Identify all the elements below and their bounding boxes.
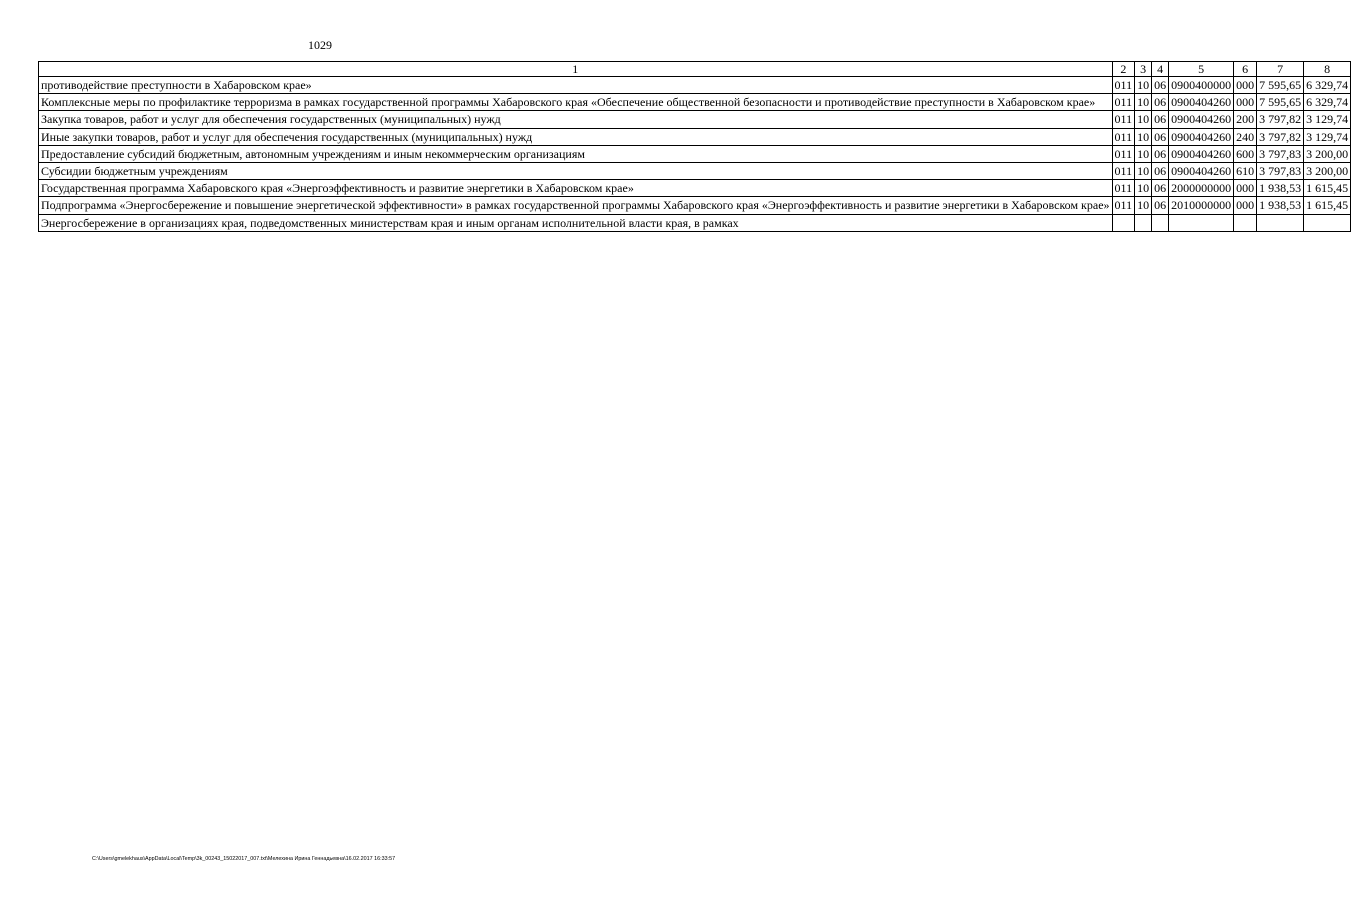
- cell-code-ministry: 011: [1112, 163, 1135, 180]
- table-row: [39, 214, 1351, 231]
- row-description: Энергосбережение в организациях края, подведомственных министерствам края и иным органам исполнительной власти края, в рамках: [39, 214, 1113, 231]
- header-cell: 5: [1169, 62, 1234, 77]
- cell-amount-col7: 7 595,65: [1257, 94, 1304, 111]
- row-description: Субсидии бюджетным учреждениям: [39, 163, 1113, 180]
- cell-expense-type: [1234, 214, 1257, 231]
- cell-amount-col7: 3 797,83: [1257, 145, 1304, 162]
- header-cell: 6: [1234, 62, 1257, 77]
- cell-expense-type: 200: [1234, 111, 1257, 128]
- cell-amount-col8: 1 615,45: [1304, 197, 1351, 214]
- cell-amount-col7: 7 595,65: [1257, 77, 1304, 94]
- cell-target-article: [1169, 214, 1234, 231]
- cell-code-ministry: 011: [1112, 94, 1135, 111]
- header-cell: 8: [1304, 62, 1351, 77]
- cell-amount-col7: [1257, 214, 1304, 231]
- header-cell: 7: [1257, 62, 1304, 77]
- row-description: Иные закупки товаров, работ и услуг для обеспечения государственных (муниципальных) нужд: [39, 128, 1113, 145]
- cell-code-section: 10: [1135, 128, 1152, 145]
- cell-amount-col8: [1304, 214, 1351, 231]
- cell-amount-col8: 3 200,00: [1304, 163, 1351, 180]
- cell-expense-type: 000: [1234, 180, 1257, 197]
- table-row: [39, 197, 1351, 214]
- row-description: Закупка товаров, работ и услуг для обеспечения государственных (муниципальных) нужд: [39, 111, 1113, 128]
- cell-amount-col7: 3 797,82: [1257, 128, 1304, 145]
- cell-code-ministry: 011: [1112, 145, 1135, 162]
- cell-amount-col7: 3 797,83: [1257, 163, 1304, 180]
- table-row: [39, 77, 1351, 94]
- cell-amount-col7: 3 797,82: [1257, 111, 1304, 128]
- cell-amount-col7: 1 938,53: [1257, 180, 1304, 197]
- cell-target-article: 0900404260: [1169, 94, 1234, 111]
- cell-code-subsection: 06: [1152, 145, 1169, 162]
- cell-target-article: 0900404260: [1169, 145, 1234, 162]
- cell-code-ministry: 011: [1112, 128, 1135, 145]
- header-cell: 2: [1112, 62, 1135, 77]
- cell-target-article: 0900404260: [1169, 128, 1234, 145]
- cell-code-section: 10: [1135, 77, 1152, 94]
- row-description: Комплексные меры по профилактике терроризма в рамках государственной программы Хабаровского края «Обеспечение общественной безопасности и противодействие преступности в Хабаровском крае»: [39, 94, 1113, 111]
- cell-expense-type: 240: [1234, 128, 1257, 145]
- cell-expense-type: 000: [1234, 77, 1257, 94]
- cell-target-article: 0900404260: [1169, 163, 1234, 180]
- cell-code-section: 10: [1135, 94, 1152, 111]
- row-description: Предоставление субсидий бюджетным, автономным учреждениям и иным некоммерческим организациям: [39, 145, 1113, 162]
- cell-code-section: 10: [1135, 145, 1152, 162]
- cell-expense-type: 610: [1234, 163, 1257, 180]
- cell-amount-col8: 3 200,00: [1304, 145, 1351, 162]
- cell-amount-col7: 1 938,53: [1257, 197, 1304, 214]
- row-description: противодействие преступности в Хабаровском крае»: [39, 77, 1113, 94]
- cell-code-ministry: 011: [1112, 77, 1135, 94]
- cell-code-ministry: 011: [1112, 197, 1135, 214]
- budget-table: [38, 61, 1351, 232]
- cell-code-subsection: 06: [1152, 128, 1169, 145]
- cell-expense-type: 000: [1234, 94, 1257, 111]
- cell-amount-col8: 6 329,74: [1304, 94, 1351, 111]
- table-row: [39, 145, 1351, 162]
- row-description: Подпрограмма «Энергосбережение и повышение энергетической эффективности» в рамках государственной программы Хабаровского края «Энергоэффективность и развитие энергетики в Хабаровском крае»: [39, 197, 1113, 214]
- header-row: [39, 62, 1351, 77]
- cell-amount-col8: 1 615,45: [1304, 180, 1351, 197]
- cell-code-subsection: 06: [1152, 111, 1169, 128]
- table-row: [39, 94, 1351, 111]
- cell-amount-col8: 3 129,74: [1304, 128, 1351, 145]
- header-cell: 3: [1135, 62, 1152, 77]
- cell-expense-type: 000: [1234, 197, 1257, 214]
- cell-code-section: 10: [1135, 163, 1152, 180]
- table-row: [39, 111, 1351, 128]
- cell-amount-col8: 6 329,74: [1304, 77, 1351, 94]
- row-description: Государственная программа Хабаровского края «Энергоэффективность и развитие энергетики в Хабаровском крае»: [39, 180, 1113, 197]
- cell-code-subsection: [1152, 214, 1169, 231]
- cell-code-ministry: 011: [1112, 111, 1135, 128]
- cell-code-subsection: 06: [1152, 163, 1169, 180]
- cell-target-article: 0900404260: [1169, 111, 1234, 128]
- header-cell: 4: [1152, 62, 1169, 77]
- header-cell: 1: [39, 62, 1113, 77]
- table-row: [39, 180, 1351, 197]
- cell-code-subsection: 06: [1152, 197, 1169, 214]
- page-number: 1029: [308, 38, 332, 52]
- cell-code-subsection: 06: [1152, 94, 1169, 111]
- cell-code-subsection: 06: [1152, 180, 1169, 197]
- cell-target-article: 2000000000: [1169, 180, 1234, 197]
- cell-expense-type: 600: [1234, 145, 1257, 162]
- cell-target-article: 2010000000: [1169, 197, 1234, 214]
- cell-code-subsection: 06: [1152, 77, 1169, 94]
- cell-amount-col8: 3 129,74: [1304, 111, 1351, 128]
- cell-target-article: 0900400000: [1169, 77, 1234, 94]
- table-row: [39, 128, 1351, 145]
- cell-code-section: [1135, 214, 1152, 231]
- cell-code-section: 10: [1135, 180, 1152, 197]
- table-row: [39, 163, 1351, 180]
- cell-code-ministry: 011: [1112, 180, 1135, 197]
- cell-code-ministry: [1112, 214, 1135, 231]
- cell-code-section: 10: [1135, 111, 1152, 128]
- file-path-footer: C:\Users\gmelekhaus\AppData\Local\Temp\3k_00243_15022017_007.txt\Мелехина Ирина Геннадьевна\16.02.2017 16:33:57: [92, 856, 396, 862]
- cell-code-section: 10: [1135, 197, 1152, 214]
